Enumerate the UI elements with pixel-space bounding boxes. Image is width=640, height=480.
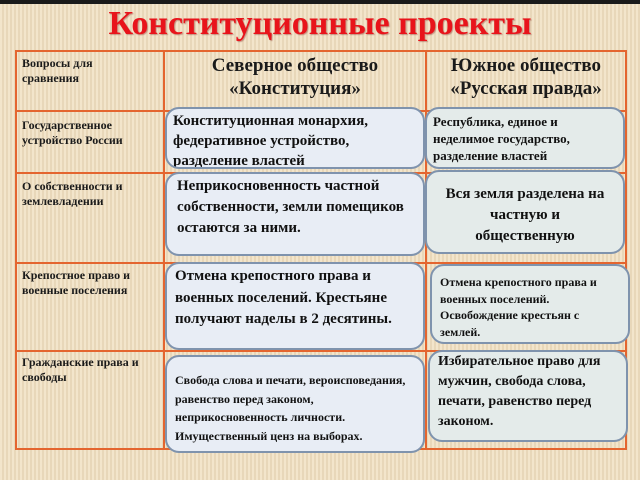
page-title: Конституционные проекты	[108, 5, 532, 42]
table-border-left	[15, 50, 17, 450]
south-civil-rights-box: Избирательное право для мужчин, свобода слова, печати, равенство перед законом.	[428, 350, 628, 442]
header-south-line1: Южное общество	[450, 55, 602, 76]
col-divider-2	[425, 50, 427, 450]
header-north-line1: Северное общество	[211, 55, 379, 76]
north-serfdom-box: Отмена крепостного права и военных поселений. Крестьяне получают наделы в 2 десятины.	[165, 262, 425, 350]
south-serfdom-box: Отмена крепостного права и военных поселений. Освобождение крестьян с землей.	[430, 264, 630, 344]
row-label-civil-rights: Гражданские права и свободы	[22, 355, 139, 384]
table-border-top	[15, 50, 627, 52]
row-label-serfdom: Крепостное право и военные поселения	[22, 268, 130, 297]
header-south-line2: «Русская правда»	[450, 78, 602, 99]
row-label-government: Государственное устройство России	[22, 118, 123, 147]
header-north-line2: «Конституция»	[229, 78, 361, 99]
north-civil-rights-box: Свобода слова и печати, вероисповедания, равенство перед законом, неприкосновенность личности. Имущественный ценз на выборах.	[165, 355, 425, 453]
row-label-property: О собственности и землевладении	[22, 179, 123, 208]
north-property-box: Неприкосновенность частной собственности, земли помещиков остаются за ними.	[165, 172, 425, 256]
south-government-box: Республика, единое и неделимое государство, разделение властей	[425, 107, 625, 169]
header-south-society	[427, 54, 625, 100]
south-property-box: Вся земля разделена на частную и общественную	[425, 170, 625, 254]
north-government-box: Конституционная монархия, федеративное устройство, разделение властей	[165, 107, 425, 169]
header-north-society	[165, 54, 425, 100]
header-criteria: Вопросы для сравнения	[22, 56, 93, 85]
